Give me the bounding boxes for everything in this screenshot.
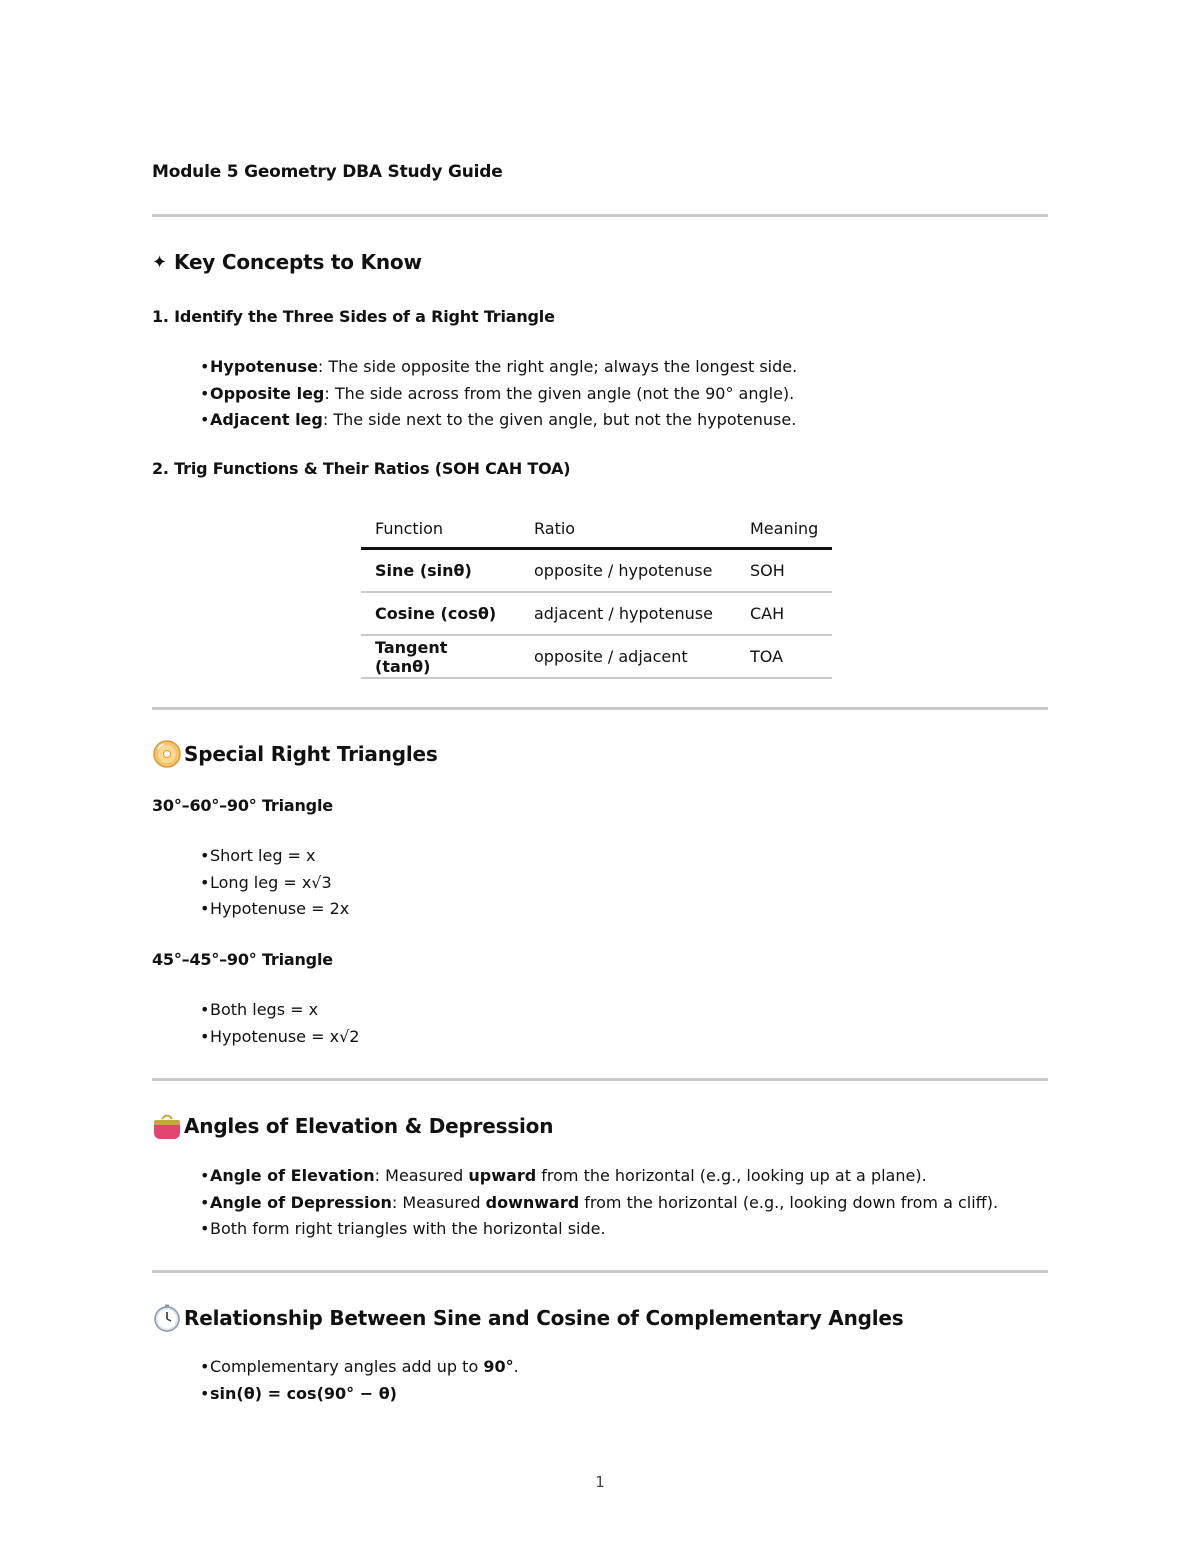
definition: : The side across from the given angle (not the 90° angle). <box>324 383 795 403</box>
table-header-row <box>361 510 832 549</box>
section2-heading: 2. Trig Functions & Their Ratios (SOH CAH TOA) <box>152 459 571 478</box>
document-title: Module 5 Geometry DBA Study Guide <box>152 162 503 182</box>
triangle-45-45-90-heading: 45°–45°–90° Triangle <box>152 950 333 969</box>
list-item <box>200 870 349 897</box>
term: Angle of Depression <box>210 1192 392 1212</box>
text: . <box>513 1357 519 1376</box>
sparkle-icon: ✦ <box>152 251 167 273</box>
elevation-list <box>200 1163 998 1243</box>
bullet: • <box>200 1219 210 1238</box>
disc-icon <box>152 739 182 769</box>
bullet: • <box>200 357 210 376</box>
complementary-list <box>200 1354 519 1407</box>
bullet: • <box>200 1000 210 1019</box>
text: from the horizontal (e.g., looking down from a cliff). <box>579 1192 999 1212</box>
item-text: Long leg = x√3 <box>210 872 332 892</box>
list-item <box>200 843 349 870</box>
key-concepts-heading <box>152 250 422 274</box>
list-item <box>200 1354 519 1381</box>
table-cell: opposite / adjacent <box>520 635 736 678</box>
table-cell: Cosine (cosθ) <box>361 592 520 635</box>
column-header: Ratio <box>520 510 736 549</box>
list-item <box>200 997 359 1024</box>
complementary-heading-text: Relationship Between Sine and Cosine of Complementary Angles <box>184 1306 904 1330</box>
list-item <box>200 381 797 408</box>
trig-table <box>361 510 832 679</box>
table-cell: adjacent / hypotenuse <box>520 592 736 635</box>
emphasis: 90° <box>483 1357 514 1376</box>
bullet: • <box>200 846 210 865</box>
purse-icon <box>152 1111 182 1141</box>
elevation-heading <box>152 1111 553 1141</box>
item-text: Both legs = x <box>210 1000 319 1019</box>
list-item <box>200 354 797 381</box>
term: Angle of Elevation <box>210 1166 375 1185</box>
page-number: 1 <box>595 1473 605 1491</box>
elevation-heading-text: Angles of Elevation & Depression <box>184 1114 554 1138</box>
column-header: Function <box>361 510 520 549</box>
list-item <box>200 1024 359 1051</box>
divider <box>152 1078 1048 1081</box>
list-item <box>200 1216 998 1243</box>
table-row <box>361 635 832 678</box>
list-item <box>200 1381 519 1408</box>
section1-heading: 1. Identify the Three Sides of a Right Triangle <box>152 307 555 326</box>
bullet: • <box>200 1026 210 1046</box>
table-cell: CAH <box>736 592 832 635</box>
item-text: Hypotenuse = 2x <box>210 899 350 918</box>
triangle-30-list <box>200 843 349 923</box>
term: Hypotenuse <box>210 357 318 376</box>
text: Complementary angles add up to <box>210 1357 484 1376</box>
bullet: • <box>200 1383 210 1403</box>
table-cell: Sine (sinθ) <box>361 549 520 593</box>
term: Opposite leg <box>210 383 325 403</box>
table-cell: Tangent (tanθ) <box>361 635 520 678</box>
special-triangles-heading-text: Special Right Triangles <box>184 742 438 766</box>
bullet: • <box>200 899 210 918</box>
bullet: • <box>200 872 210 892</box>
item-text: Short leg = x <box>210 846 316 865</box>
bullet: • <box>200 1166 210 1185</box>
special-triangles-heading <box>152 739 438 769</box>
table-cell: SOH <box>736 549 832 593</box>
clock-icon <box>152 1303 182 1333</box>
term: Adjacent leg <box>210 410 323 429</box>
table-row <box>361 592 832 635</box>
list-item <box>200 1190 998 1217</box>
emphasis: downward <box>485 1192 580 1212</box>
list-item <box>200 896 349 923</box>
list-item <box>200 407 797 434</box>
item-text: Hypotenuse = x√2 <box>210 1026 360 1046</box>
divider <box>152 214 1048 217</box>
definition: : The side next to the given angle, but not the hypotenuse. <box>322 410 797 429</box>
table-row <box>361 549 832 593</box>
complementary-heading <box>152 1303 903 1333</box>
column-header: Meaning <box>736 510 832 549</box>
text: : Measured <box>374 1166 469 1185</box>
document-page <box>152 0 1048 1553</box>
bullet: • <box>200 410 210 429</box>
table-cell: TOA <box>736 635 832 678</box>
table-cell: opposite / hypotenuse <box>520 549 736 593</box>
key-concepts-heading-text: Key Concepts to Know <box>174 250 422 274</box>
text: : Measured <box>391 1192 486 1212</box>
sides-list <box>200 354 797 434</box>
divider <box>152 707 1048 710</box>
text: from the horizontal (e.g., looking up at a plane). <box>536 1166 927 1185</box>
emphasis: upward <box>468 1166 537 1185</box>
item-text: Both form right triangles with the horizontal side. <box>210 1219 606 1238</box>
bullet: • <box>200 383 210 403</box>
bullet: • <box>200 1192 210 1212</box>
triangle-45-list <box>200 997 359 1050</box>
identity-formula: sin(θ) = cos(90° − θ) <box>210 1383 397 1403</box>
list-item <box>200 1163 998 1190</box>
bullet: • <box>200 1357 210 1376</box>
definition: : The side opposite the right angle; always the longest side. <box>317 357 798 376</box>
triangle-30-60-90-heading: 30°–60°–90° Triangle <box>152 796 333 815</box>
divider <box>152 1270 1048 1273</box>
